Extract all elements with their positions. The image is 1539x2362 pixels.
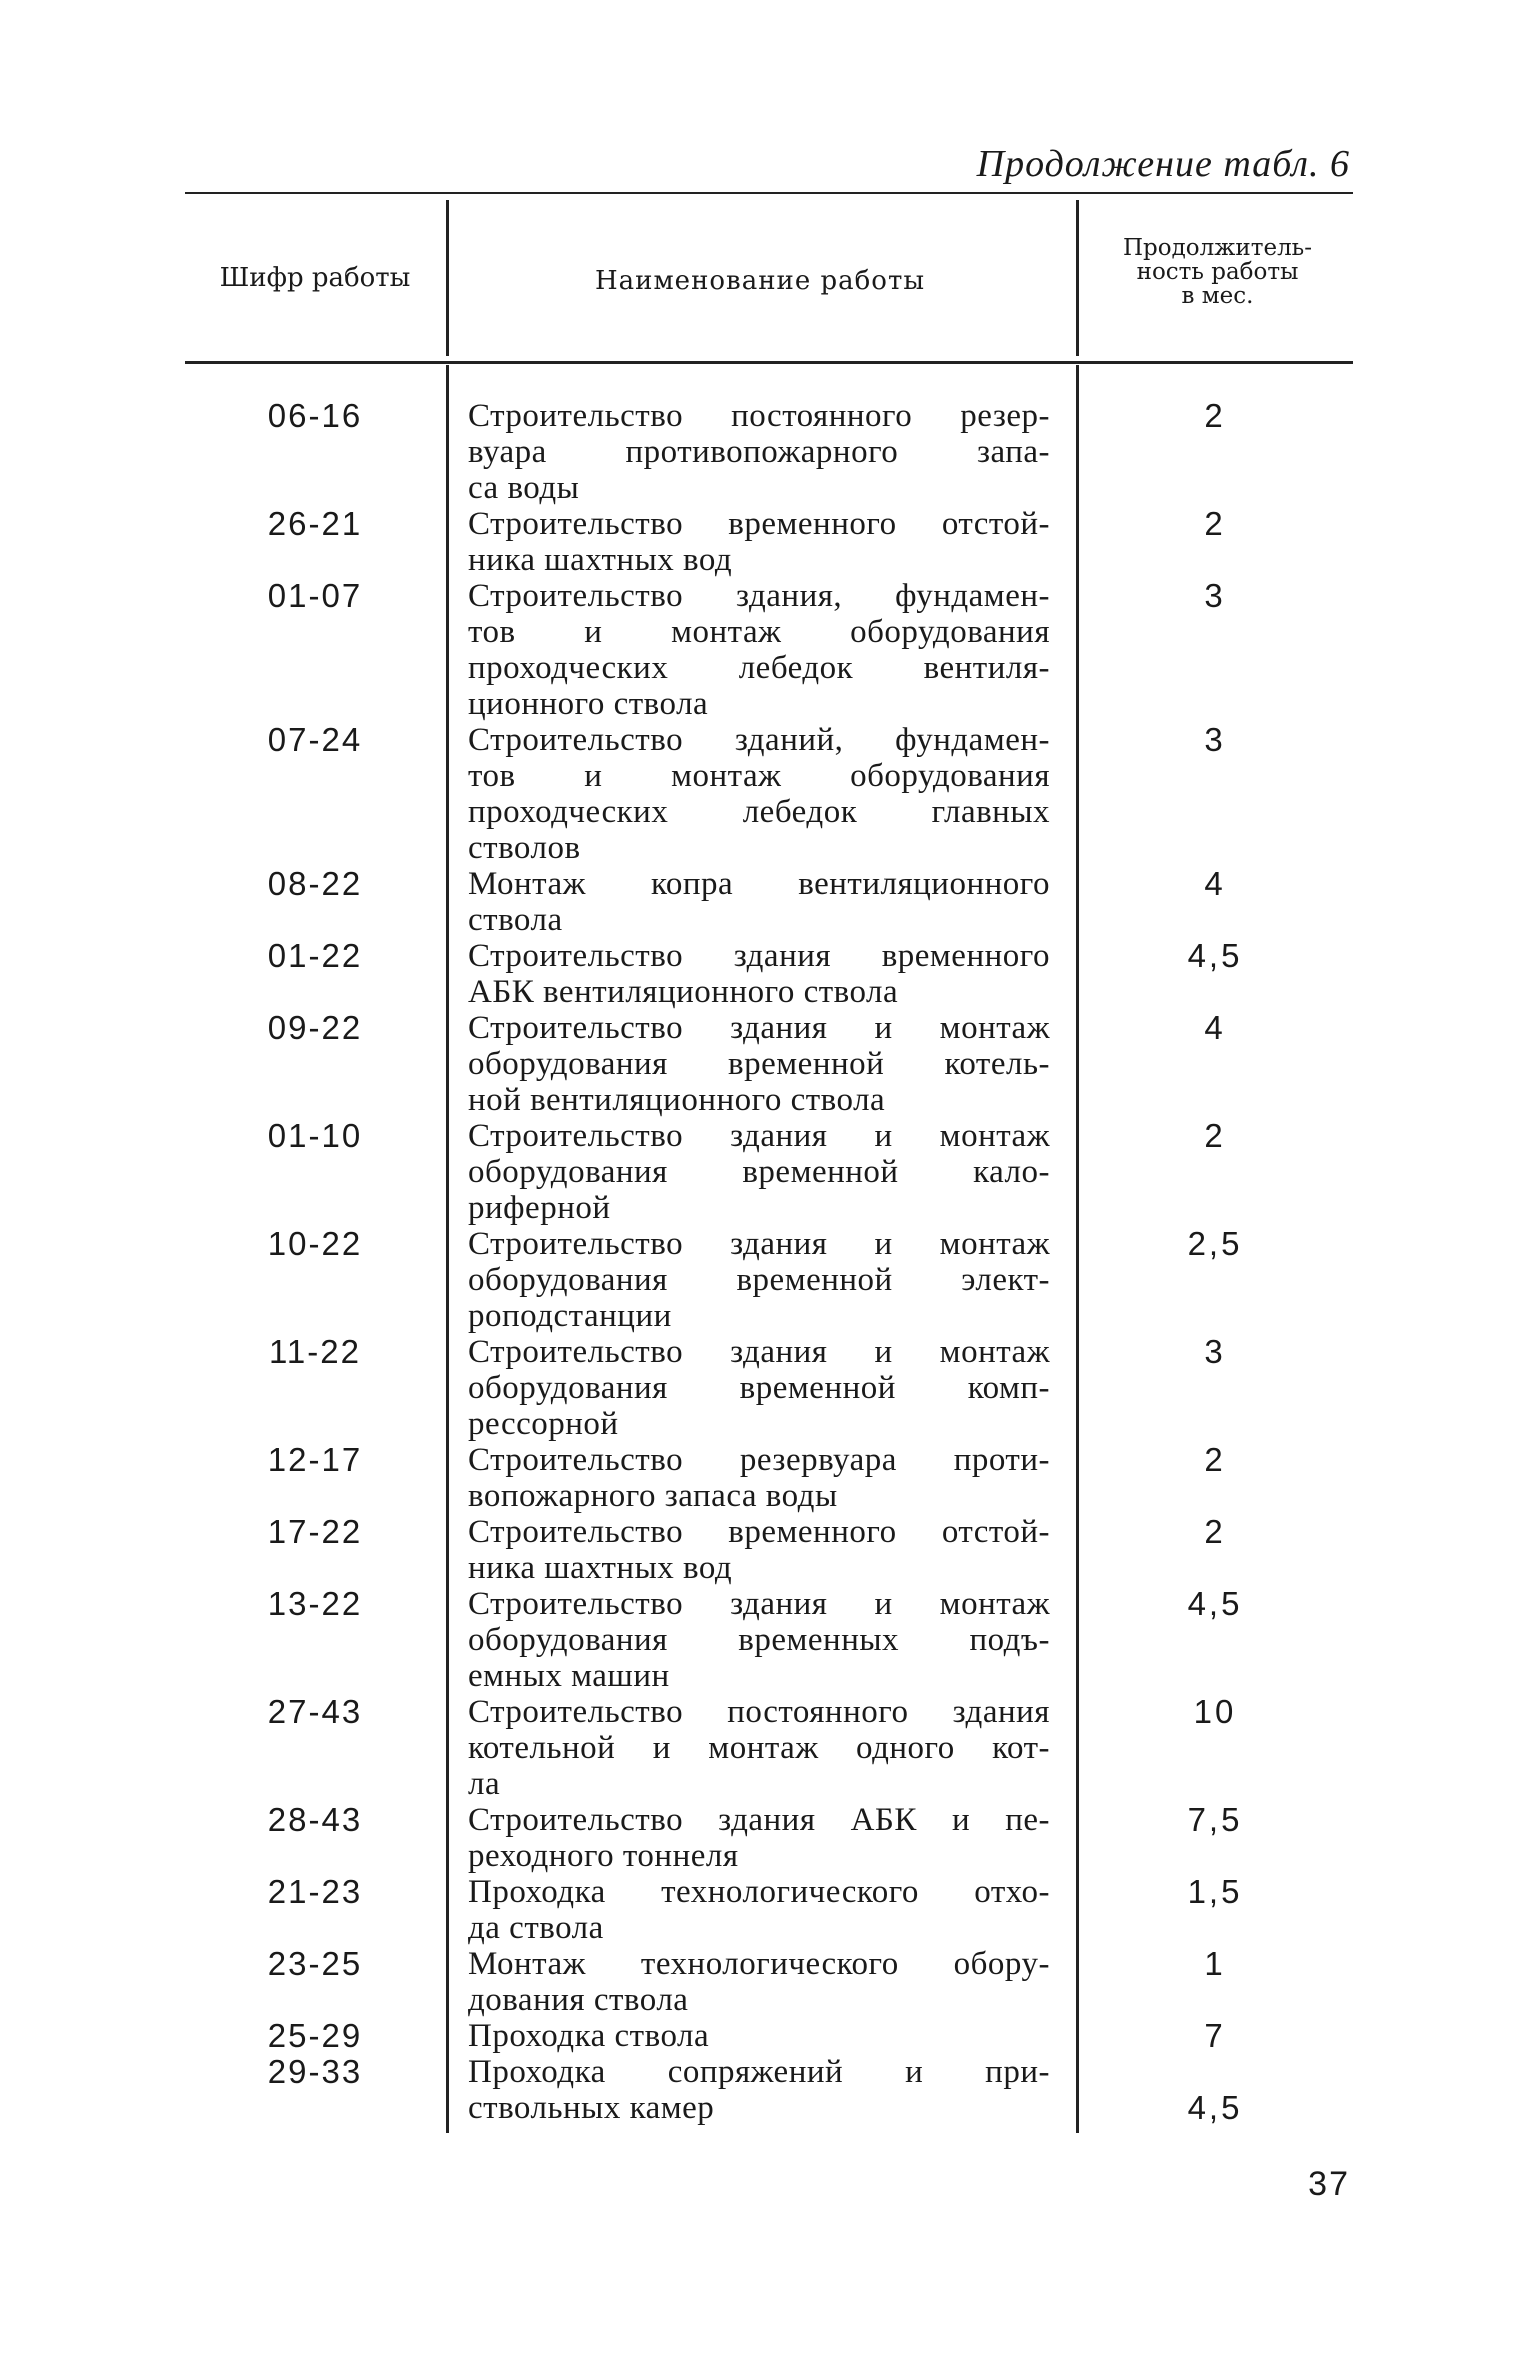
name-line: Строительство здания и монтаж (468, 1334, 1050, 1370)
name-line: ствольных камер (468, 2090, 715, 2126)
row-code: 13-22 (267, 1585, 363, 1622)
name-line: ной вентиляционного ствола (468, 1082, 886, 1118)
name-line: реходного тоннеля (468, 1838, 739, 1874)
name-line: рессорной (468, 1406, 619, 1442)
name-line: риферной (468, 1190, 611, 1226)
row-name (468, 398, 1050, 506)
row-duration: 2 (1204, 1513, 1226, 1550)
row-name (468, 1442, 1050, 1514)
name-line: Проходка сопряжений и при- (468, 2054, 1050, 2090)
name-line: Строительство здания и монтаж (468, 1226, 1050, 1262)
row-name (468, 2018, 1050, 2054)
row-duration: 4,5 (1187, 937, 1243, 974)
name-line: оборудования временной котель- (468, 1046, 1050, 1082)
name-line: Строительство временного отстой- (468, 1514, 1050, 1550)
name-line: Строительство здания и монтаж (468, 1010, 1050, 1046)
name-line: Монтаж технологического обору- (468, 1946, 1050, 1982)
row-name (468, 1514, 1050, 1586)
name-line: оборудования временной элект- (468, 1262, 1050, 1298)
name-line: Строительство здания АБК и пе- (468, 1802, 1050, 1838)
name-line: Строительство зданий, фундамен- (468, 722, 1050, 758)
row-duration: 2 (1204, 1117, 1226, 1154)
row-name (468, 866, 1050, 938)
name-line: вопожарного запаса воды (468, 1478, 838, 1514)
row-name (468, 1226, 1050, 1334)
name-line: Строительство резервуара проти- (468, 1442, 1050, 1478)
row-name (468, 1118, 1050, 1226)
row-name (468, 1586, 1050, 1694)
row-duration: 10 (1193, 1693, 1237, 1730)
name-line: оборудования временных подъ- (468, 1622, 1050, 1658)
name-line: дования ствола (468, 1982, 689, 2018)
name-line: Строительство здания и монтаж (468, 1118, 1050, 1154)
name-line: Строительство здания временного (468, 938, 1050, 974)
name-line: проходческих лебедок главных (468, 794, 1050, 830)
name-line: оборудования временной кало- (468, 1154, 1050, 1190)
name-line: стволов (468, 830, 581, 866)
row-code: 01-07 (267, 577, 363, 614)
name-line: котельной и монтаж одного кот- (468, 1730, 1050, 1766)
name-line: оборудования временной комп- (468, 1370, 1050, 1406)
row-code: 26-21 (267, 505, 363, 542)
row-duration: 7,5 (1187, 1801, 1243, 1838)
name-line: са воды (468, 470, 580, 506)
row-code: 29-33 (267, 2053, 363, 2090)
row-name (468, 1802, 1050, 1874)
name-line: Монтаж копра вентиляционного (468, 866, 1050, 902)
row-code: 10-22 (267, 1225, 363, 1262)
row-code: 12-17 (267, 1441, 363, 1478)
name-line: ционного ствола (468, 686, 709, 722)
row-duration: 3 (1204, 1333, 1226, 1370)
row-duration: 7 (1204, 2017, 1226, 2054)
name-line: АБК вентиляционного ствола (468, 974, 899, 1010)
row-duration: 1 (1204, 1945, 1226, 1982)
row-name (468, 578, 1050, 722)
name-line: Строительство здания и монтаж (468, 1586, 1050, 1622)
name-line: тов и монтаж оборудования (468, 758, 1050, 794)
row-duration: 2 (1204, 397, 1226, 434)
header-duration: Продолжитель- ность работы в мес. (1123, 235, 1312, 310)
row-duration: 2,5 (1187, 1225, 1243, 1262)
header-code: Шифр работы (219, 263, 411, 293)
row-code: 17-22 (267, 1513, 363, 1550)
name-line: роподстанции (468, 1298, 672, 1334)
row-code: 06-16 (267, 397, 363, 434)
row-duration: 4,5 (1187, 2089, 1243, 2126)
row-code: 11-22 (269, 1333, 361, 1370)
row-name (468, 1010, 1050, 1118)
name-line: емных машин (468, 1658, 670, 1694)
row-duration: 4 (1204, 865, 1226, 902)
name-line: ствола (468, 902, 563, 938)
row-name (468, 1946, 1050, 2018)
name-line: Проходка ствола (468, 2018, 710, 2054)
row-name (468, 1874, 1050, 1946)
name-line: проходческих лебедок вентиля- (468, 650, 1050, 686)
row-name (468, 1334, 1050, 1442)
row-code: 25-29 (267, 2017, 363, 2054)
row-duration: 3 (1204, 721, 1226, 758)
name-line: Строительство здания, фундамен- (468, 578, 1050, 614)
row-name (468, 1694, 1050, 1802)
row-duration: 4,5 (1187, 1585, 1243, 1622)
row-code: 21-23 (267, 1873, 363, 1910)
name-line: Строительство постоянного резер- (468, 398, 1050, 434)
row-duration: 4 (1204, 1009, 1226, 1046)
row-code: 27-43 (267, 1693, 363, 1730)
name-line: вуара противопожарного запа- (468, 434, 1050, 470)
row-name (468, 506, 1050, 578)
row-duration: 2 (1204, 1441, 1226, 1478)
header-name: Наименование работы (594, 266, 926, 296)
row-code: 07-24 (267, 721, 363, 758)
table-caption: Продолжение табл. 6 (976, 143, 1350, 185)
row-duration: 1,5 (1187, 1873, 1243, 1910)
row-code: 08-22 (267, 865, 363, 902)
name-line: да ствола (468, 1910, 604, 1946)
name-line: тов и монтаж оборудования (468, 614, 1050, 650)
row-duration: 3 (1204, 577, 1226, 614)
name-line: ла (468, 1766, 501, 1802)
name-line: Проходка технологического отхо- (468, 1874, 1050, 1910)
row-code: 01-10 (267, 1117, 363, 1154)
row-name (468, 722, 1050, 866)
row-duration: 2 (1204, 505, 1226, 542)
name-line: ника шахтных вод (468, 1550, 733, 1586)
row-code: 01-22 (267, 937, 363, 974)
page-number: 37 (1308, 2165, 1350, 2203)
row-name (468, 938, 1050, 1010)
row-name (468, 2054, 1050, 2126)
name-line: Строительство временного отстой- (468, 506, 1050, 542)
name-line: ника шахтных вод (468, 542, 733, 578)
row-code: 28-43 (267, 1801, 363, 1838)
row-code: 23-25 (267, 1945, 363, 1982)
row-code: 09-22 (267, 1009, 363, 1046)
name-line: Строительство постоянного здания (468, 1694, 1050, 1730)
